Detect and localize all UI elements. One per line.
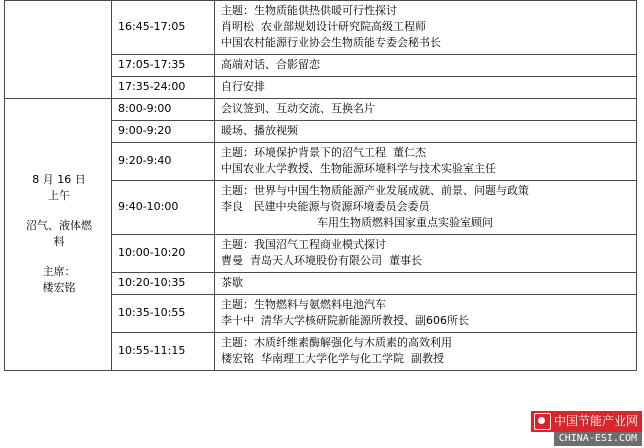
watermark — [516, 411, 642, 447]
table-row — [5, 1, 637, 55]
session-label-line — [11, 204, 107, 218]
time-cell: 9:00-9:20 — [112, 121, 215, 143]
agenda-item-line: 主题：环境保护背景下的沼气工程 董仁杰 — [221, 146, 426, 159]
agenda-item-cell — [215, 181, 637, 235]
session-label-line: 料 — [53, 235, 65, 248]
agenda-item-cell — [215, 77, 637, 99]
agenda-item-line: 曹曼 青岛天人环境股份有限公司 董事长 — [221, 254, 422, 267]
session-label-line: 8 月 16 日 — [32, 173, 86, 186]
session-label-line: 主席： — [42, 265, 76, 278]
time-cell: 10:35-10:55 — [112, 295, 215, 333]
agenda-item-line: 主题：生物质能供热供暖可行性探讨 — [221, 4, 397, 17]
session-label-cell — [5, 1, 112, 99]
agenda-item-cell — [215, 143, 637, 181]
watermark-url: CHINA-ESI.COM — [554, 432, 642, 446]
agenda-item-line: 高端对话、合影留恋 — [221, 58, 320, 71]
agenda-item-cell — [215, 333, 637, 371]
agenda-item-cell — [215, 121, 637, 143]
session-label-cell — [5, 99, 112, 371]
session-label-line: 沼气、液体燃 — [26, 219, 92, 232]
watermark-brand-text: 中国节能产业网 — [553, 414, 638, 428]
agenda-item-cell — [215, 99, 637, 121]
session-label-line: 上午 — [48, 189, 70, 202]
agenda-item-line: 自行安排 — [221, 80, 265, 93]
agenda-item-cell — [215, 235, 637, 273]
agenda-item-line: 中国农村能源行业协会生物质能专委会秘书长 — [221, 36, 441, 49]
time-cell: 17:35-24:00 — [112, 77, 215, 99]
agenda-item-line: 暖场、播放视频 — [221, 124, 298, 137]
agenda-item-line: 李十中 清华大学核研院新能源所教授、副606所长 — [221, 314, 469, 327]
table-row — [5, 99, 637, 121]
agenda-item-line: 主题：木质纤维素酶解强化与木质素的高效利用 — [221, 336, 452, 349]
session-label-line: 楼宏铭 — [42, 281, 76, 294]
time-cell: 10:20-10:35 — [112, 273, 215, 295]
time-cell: 9:20-9:40 — [112, 143, 215, 181]
agenda-item-line: 李良 民建中央能源与资源环境委员会委员 — [221, 200, 430, 213]
agenda-item-cell — [215, 55, 637, 77]
agenda-item-line: 会议签到、互动交流、互换名片 — [221, 102, 375, 115]
agenda-item-line: 肖明松 农业部规划设计研究院高级工程师 — [221, 20, 426, 33]
agenda-item-line: 主题：生物燃料与氨燃料电池汽车 — [221, 298, 386, 311]
session-label-line — [11, 250, 107, 264]
watermark-brand — [531, 411, 642, 432]
time-cell: 17:05-17:35 — [112, 55, 215, 77]
time-cell: 8:00-9:00 — [112, 99, 215, 121]
agenda-item-line: 主题：我国沼气工程商业模式探讨 — [221, 238, 386, 251]
agenda-item-cell — [215, 1, 637, 55]
time-cell: 9:40-10:00 — [112, 181, 215, 235]
agenda-item-cell — [215, 295, 637, 333]
agenda-table-body — [5, 1, 637, 371]
agenda-item-cell — [215, 273, 637, 295]
time-cell: 16:45-17:05 — [112, 1, 215, 55]
agenda-item-line: 茶歇 — [221, 276, 243, 289]
agenda-item-line: 中国农业大学教授、生物能源环境科学与技术实验室主任 — [221, 162, 496, 175]
brand-logo-icon — [534, 413, 551, 430]
time-cell: 10:00-10:20 — [112, 235, 215, 273]
agenda-item-line: 主题：世界与中国生物质能源产业发展成就、前景、问题与政策 — [221, 184, 529, 197]
agenda-item-line: 车用生物质燃料国家重点实验室顾问 — [317, 216, 493, 229]
agenda-table — [4, 0, 637, 371]
time-cell: 10:55-11:15 — [112, 333, 215, 371]
agenda-item-line: 楼宏铭 华南理工大学化学与化工学院 副教授 — [221, 352, 444, 365]
